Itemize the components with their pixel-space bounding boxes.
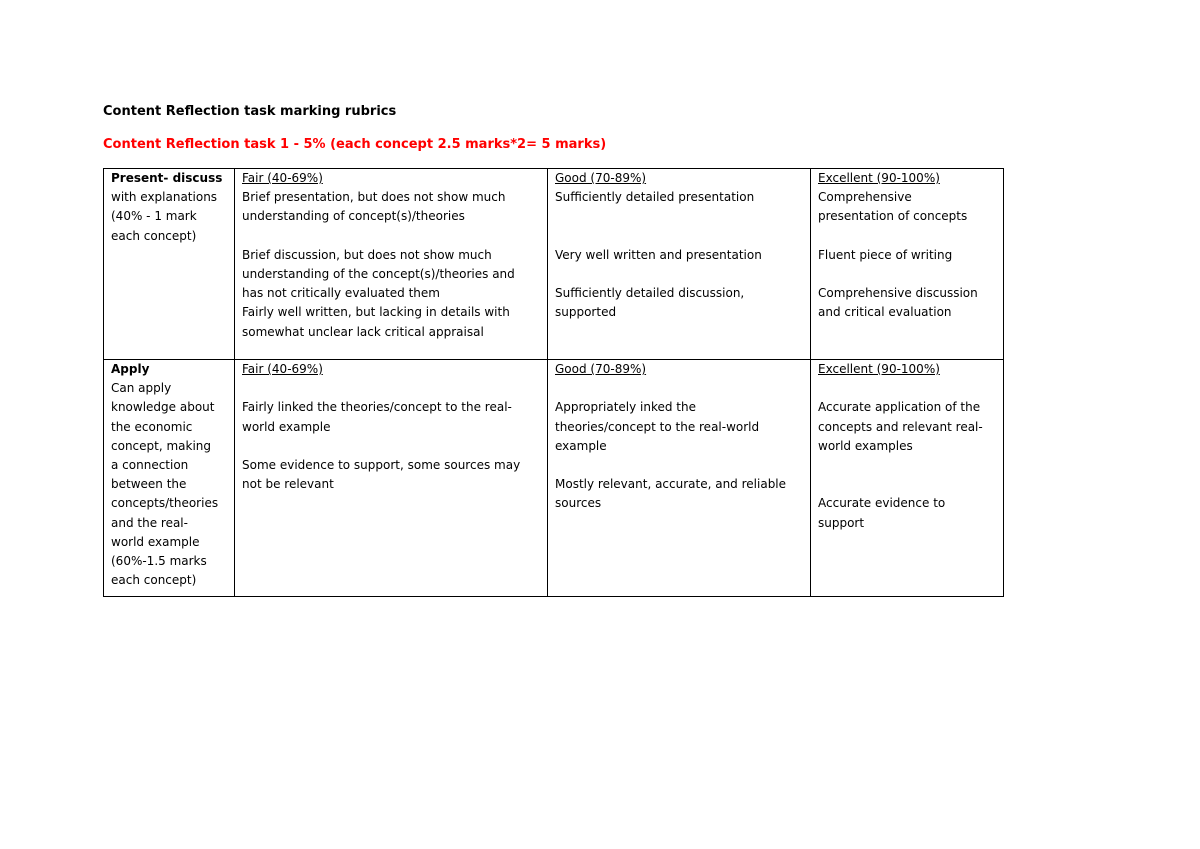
criterion-description-line: between the (111, 477, 187, 492)
excellent-descriptor-line: Comprehensive discussion (818, 286, 978, 301)
criterion-description-line: concept, making (111, 438, 212, 453)
blank-line (555, 456, 804, 475)
criterion-description-line: Can apply (111, 381, 172, 396)
excellent-descriptor-line: Accurate application of the (818, 400, 981, 415)
criterion-description-line: each concept) (111, 228, 197, 243)
good-descriptor-line: Sufficiently detailed presentation (555, 190, 755, 205)
blank-line (242, 227, 541, 246)
fair-descriptor-line: Fairly linked the theories/concept to the real- (242, 400, 512, 415)
fair-descriptor-line: Brief discussion, but does not show much (242, 247, 492, 262)
good-descriptor-line: supported (555, 305, 617, 320)
criterion-description-line: (60%-1.5 marks (111, 554, 207, 569)
good-cell (548, 360, 811, 597)
blank-line (242, 437, 541, 456)
fair-descriptor-line: not be relevant (242, 477, 334, 492)
fair-descriptor-line: somewhat unclear lack critical appraisal (242, 324, 484, 339)
excellent-descriptor-line: Comprehensive (818, 190, 912, 205)
blank-line (555, 265, 804, 284)
fair-descriptor-line: Brief presentation, but does not show much (242, 190, 506, 205)
rubric-row-apply (104, 360, 1004, 597)
rubric-table (103, 168, 1004, 597)
excellent-descriptor-line: support (818, 515, 865, 530)
excellent-cell (811, 169, 1004, 360)
excellent-descriptor-line: and critical evaluation (818, 305, 952, 320)
blank-line (818, 265, 997, 284)
good-descriptor-line: sources (555, 496, 602, 511)
good-descriptor-line: Sufficiently detailed discussion, (555, 286, 745, 301)
criterion-description-line: with explanations (111, 190, 218, 205)
excellent-descriptor-line: world examples (818, 438, 913, 453)
criterion-cell (104, 169, 235, 360)
fair-descriptor-line: understanding of the concept(s)/theories and (242, 267, 515, 281)
excellent-grade-label: Excellent (90-100%) (818, 171, 940, 185)
criterion-cell (104, 360, 235, 597)
excellent-descriptor-line: concepts and relevant real- (818, 419, 983, 434)
fair-cell (235, 169, 548, 360)
excellent-descriptor-line: Accurate evidence to (818, 496, 946, 511)
good-descriptor-line: Mostly relevant, accurate, and reliable (555, 477, 787, 492)
good-descriptor-line: example (555, 438, 607, 453)
good-descriptor-line: Appropriately inked the (555, 400, 696, 415)
excellent-descriptor-line: Fluent piece of writing (818, 247, 953, 262)
document-subtitle: Content Reflection task 1 - 5% (each concept 2.5 marks*2= 5 marks) (103, 137, 607, 152)
criterion-description-line: a connection (111, 458, 189, 473)
good-grade-label: Good (70-89%) (555, 362, 647, 376)
fair-descriptor-line: world example (242, 419, 331, 434)
blank-line (555, 207, 804, 226)
good-cell (548, 169, 811, 360)
blank-line (818, 227, 997, 246)
criterion-description-line: world example (111, 534, 200, 549)
fair-descriptor-line: Some evidence to support, some sources may (242, 457, 521, 472)
fair-grade-label: Fair (40-69%) (242, 362, 323, 376)
good-descriptor-line: Very well written and presentation (555, 247, 762, 262)
blank-line (555, 379, 804, 398)
blank-line (818, 379, 997, 398)
excellent-grade-label: Excellent (90-100%) (818, 362, 940, 376)
blank-line (242, 379, 541, 398)
good-grade-label: Good (70-89%) (555, 171, 647, 185)
document-title: Content Reflection task marking rubrics (103, 104, 397, 119)
fair-descriptor-line: has not critically evaluated them (242, 286, 440, 301)
blank-line (555, 227, 804, 246)
rubric-row-present-discuss (104, 169, 1004, 360)
blank-line (818, 456, 997, 475)
criterion-description-line: each concept) (111, 573, 197, 588)
fair-descriptor-line: understanding of concept(s)/theories (242, 209, 465, 224)
excellent-descriptor-line: presentation of concepts (818, 209, 968, 224)
criterion-name: Present- discuss (111, 171, 223, 185)
criterion-description-line: concepts/theories (111, 496, 219, 511)
fair-descriptor-line: Fairly well written, but lacking in details with (242, 305, 510, 320)
fair-cell (235, 360, 548, 597)
good-descriptor-line: theories/concept to the real-world (555, 419, 760, 434)
excellent-cell (811, 360, 1004, 597)
criterion-description-line: the economic (111, 419, 193, 434)
fair-grade-label: Fair (40-69%) (242, 171, 323, 185)
criterion-description-line: knowledge about (111, 400, 215, 415)
criterion-description-line: and the real- (111, 515, 188, 530)
criterion-description-line: (40% - 1 mark (111, 209, 197, 224)
criterion-name: Apply (111, 362, 150, 376)
blank-line (818, 475, 997, 494)
